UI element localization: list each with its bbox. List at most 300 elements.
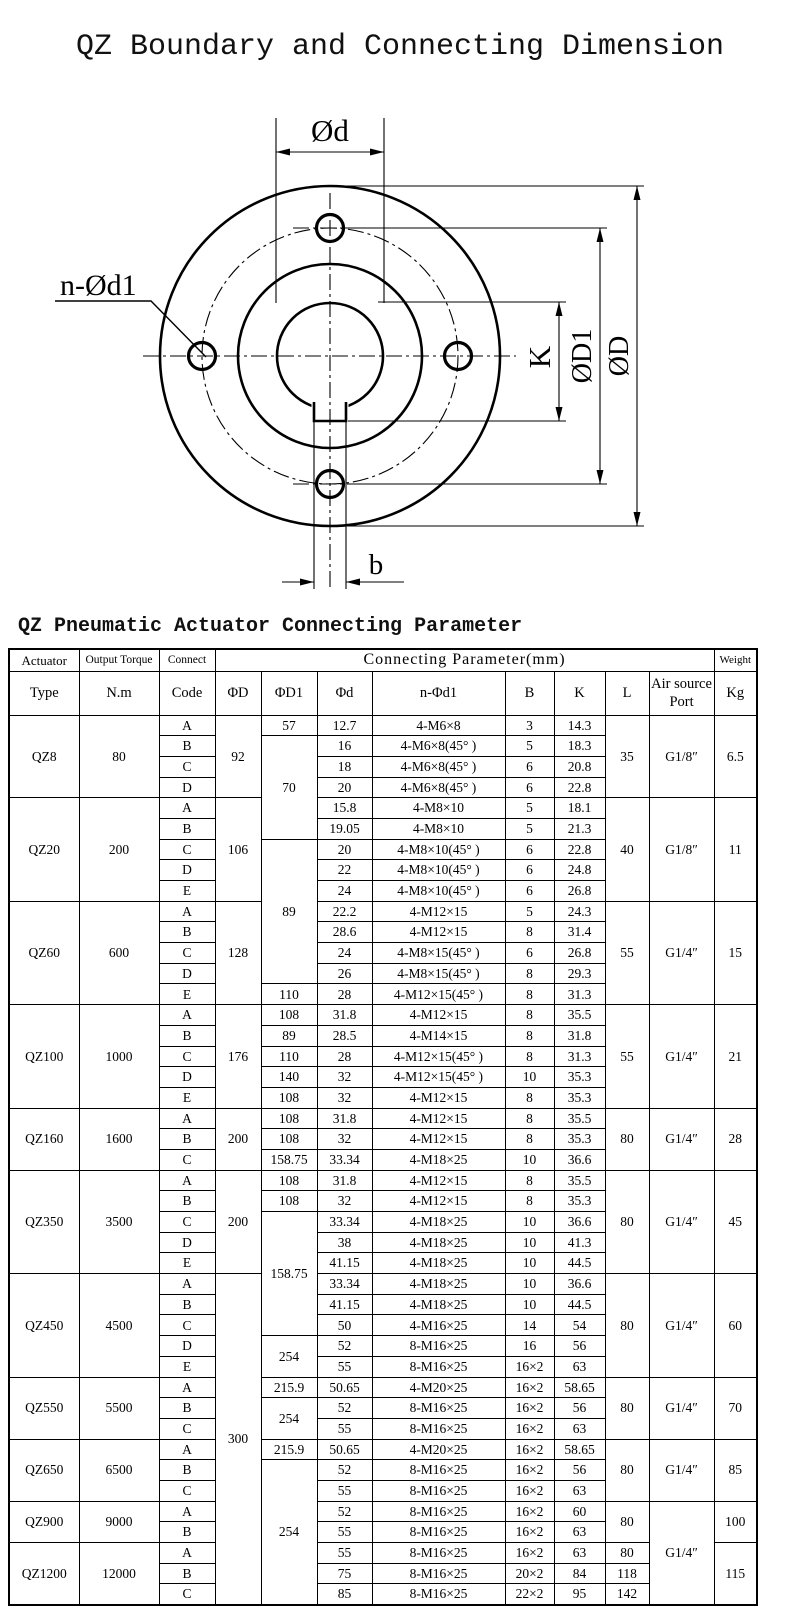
table-cell: 54: [554, 1315, 605, 1336]
table-cell: 108: [261, 1170, 317, 1191]
table-cell: B: [159, 1460, 215, 1481]
table-cell: 10: [505, 1212, 554, 1233]
table-cell: 200: [215, 1108, 261, 1170]
table-cell: 6: [505, 881, 554, 902]
table-row: [9, 1005, 757, 1026]
table-cell: 50.65: [317, 1439, 372, 1460]
table-cell: 55: [317, 1543, 372, 1564]
table-cell: 16×2: [505, 1418, 554, 1439]
table-cell: QZ60: [9, 901, 79, 1004]
table-cell: 200: [215, 1170, 261, 1273]
table-cell: 16×2: [505, 1543, 554, 1564]
table-cell: 55: [605, 1005, 649, 1108]
table-cell: 41.15: [317, 1253, 372, 1274]
table-cell: 6.5: [714, 715, 757, 798]
table-cell: G1/4″: [649, 1005, 714, 1108]
table-cell: D: [159, 860, 215, 881]
table-cell: B: [159, 1025, 215, 1046]
table-cell: A: [159, 1005, 215, 1026]
table-cell: 95: [554, 1584, 605, 1605]
table-cell: 70: [261, 736, 317, 839]
table-cell: B: [159, 1129, 215, 1150]
table-cell: 4-M8×10: [372, 798, 505, 819]
table-cell: 35.5: [554, 1005, 605, 1026]
table-cell: 108: [261, 1191, 317, 1212]
table-cell: 55: [317, 1480, 372, 1501]
header-air-source-port: [649, 671, 714, 715]
table-cell: 80: [605, 1170, 649, 1273]
label-bolt-holes: n-Ød1: [60, 269, 137, 302]
table-cell: E: [159, 881, 215, 902]
table-cell: 4-M6×8(45° ): [372, 736, 505, 757]
table-cell: B: [159, 1522, 215, 1543]
table-cell: A: [159, 1377, 215, 1398]
header-connecting-parameter: Connecting Parameter(mm): [215, 649, 714, 671]
table-cell: QZ450: [9, 1274, 79, 1377]
table-cell: B: [159, 922, 215, 943]
table-row: [9, 1170, 757, 1191]
table-row: [9, 798, 757, 819]
table-cell: 36.6: [554, 1212, 605, 1233]
table-cell: 8-M16×25: [372, 1563, 505, 1584]
table-cell: E: [159, 984, 215, 1005]
table-row: [9, 1501, 757, 1522]
table-cell: 38: [317, 1232, 372, 1253]
table-cell: 4-M8×10(45° ): [372, 881, 505, 902]
table-cell: 4-M12×15(45° ): [372, 1046, 505, 1067]
table-cell: 4-M18×25: [372, 1274, 505, 1295]
table-cell: 6: [505, 943, 554, 964]
table-cell: C: [159, 1212, 215, 1233]
table-cell: 80: [605, 1274, 649, 1377]
table-cell: 52: [317, 1336, 372, 1357]
table-cell: E: [159, 1356, 215, 1377]
table-cell: 4-M12×15(45° ): [372, 984, 505, 1005]
table-cell: 254: [261, 1460, 317, 1605]
table-cell: 5: [505, 798, 554, 819]
table-cell: 28: [317, 1046, 372, 1067]
table-cell: C: [159, 943, 215, 964]
table-cell: 4-M12×15: [372, 922, 505, 943]
table-cell: 60: [714, 1274, 757, 1377]
table-cell: 8-M16×25: [372, 1522, 505, 1543]
table-cell: 31.8: [317, 1108, 372, 1129]
table-cell: 4-M8×10(45° ): [372, 839, 505, 860]
table-cell: 80: [79, 715, 159, 798]
table-cell: B: [159, 1398, 215, 1419]
table-cell: 8-M16×25: [372, 1584, 505, 1605]
table-cell: 33.34: [317, 1149, 372, 1170]
table-cell: 4-M8×10(45° ): [372, 860, 505, 881]
table-row: [9, 1439, 757, 1460]
table-cell: 8-M16×25: [372, 1543, 505, 1564]
table-cell: 31.3: [554, 984, 605, 1005]
table-cell: 4-M18×25: [372, 1232, 505, 1253]
table-cell: 8: [505, 1025, 554, 1046]
table-cell: 8: [505, 1046, 554, 1067]
table-cell: 35.5: [554, 1170, 605, 1191]
table-cell: 5: [505, 736, 554, 757]
table-cell: D: [159, 777, 215, 798]
table-cell: G1/4″: [649, 1377, 714, 1439]
header-l: L: [605, 671, 649, 715]
table-cell: 26.8: [554, 881, 605, 902]
table-cell: QZ650: [9, 1439, 79, 1501]
table-cell: 8: [505, 1005, 554, 1026]
table-cell: 32: [317, 1067, 372, 1088]
table-cell: C: [159, 756, 215, 777]
table-cell: 1000: [79, 1005, 159, 1108]
table-cell: 35.3: [554, 1191, 605, 1212]
table-cell: 24: [317, 943, 372, 964]
table-cell: 8: [505, 963, 554, 984]
table-row: [9, 1543, 757, 1564]
table-cell: G1/8″: [649, 715, 714, 798]
header-code: Code: [159, 671, 215, 715]
table-cell: 4-M18×25: [372, 1253, 505, 1274]
table-cell: 33.34: [317, 1274, 372, 1295]
table-cell: 128: [215, 901, 261, 1004]
table-cell: 108: [261, 1129, 317, 1150]
table-cell: A: [159, 901, 215, 922]
table-cell: G1/4″: [649, 901, 714, 1004]
table-row: [9, 901, 757, 922]
parameters-table: [8, 648, 758, 1606]
table-cell: 14: [505, 1315, 554, 1336]
table-cell: G1/4″: [649, 1274, 714, 1377]
table-cell: 14.3: [554, 715, 605, 736]
table-cell: 31.8: [317, 1170, 372, 1191]
table-cell: 4-M12×15: [372, 901, 505, 922]
table-cell: E: [159, 1087, 215, 1108]
table-cell: A: [159, 1439, 215, 1460]
table-cell: 20×2: [505, 1563, 554, 1584]
table-cell: 31.4: [554, 922, 605, 943]
table-cell: 55: [317, 1356, 372, 1377]
label-outer-diameter: ØD: [604, 335, 635, 377]
table-cell: 28.5: [317, 1025, 372, 1046]
table-cell: 254: [261, 1398, 317, 1439]
table-cell: QZ550: [9, 1377, 79, 1439]
label-key-width: b: [368, 549, 384, 581]
table-cell: 28: [714, 1108, 757, 1170]
table-cell: 36.6: [554, 1149, 605, 1170]
table-cell: 5: [505, 818, 554, 839]
header-phi-d: Φd: [317, 671, 372, 715]
table-cell: 6: [505, 860, 554, 881]
table-cell: 16×2: [505, 1356, 554, 1377]
table-cell: 8-M16×25: [372, 1398, 505, 1419]
label-key: K: [522, 345, 557, 369]
table-cell: 8: [505, 1087, 554, 1108]
table-cell: 6: [505, 839, 554, 860]
table-cell: 4-M12×15: [372, 1191, 505, 1212]
table-cell: A: [159, 1170, 215, 1191]
table-cell: 8: [505, 1129, 554, 1150]
table-cell: QZ160: [9, 1108, 79, 1170]
table-cell: 10: [505, 1149, 554, 1170]
label-bore-diameter: Ød: [311, 113, 349, 148]
table-cell: 63: [554, 1356, 605, 1377]
table-cell: 4-M16×25: [372, 1315, 505, 1336]
table-cell: 600: [79, 901, 159, 1004]
table-cell: 80: [605, 1108, 649, 1170]
table-cell: 20: [317, 777, 372, 798]
table-cell: 108: [261, 1087, 317, 1108]
table-cell: 5: [505, 901, 554, 922]
table-cell: A: [159, 1501, 215, 1522]
table-cell: 92: [215, 715, 261, 798]
table-cell: 52: [317, 1398, 372, 1419]
table-cell: 4-M18×25: [372, 1212, 505, 1233]
header-air-line1: Air source: [651, 675, 712, 692]
table-cell: 18.3: [554, 736, 605, 757]
table-cell: 63: [554, 1543, 605, 1564]
table-cell: 24: [317, 881, 372, 902]
table-cell: 44.5: [554, 1294, 605, 1315]
table-cell: C: [159, 1584, 215, 1605]
header-output-torque: Output Torque: [79, 649, 159, 671]
table-cell: 8: [505, 1108, 554, 1129]
header-type: Type: [9, 671, 79, 715]
header-nm: N.m: [79, 671, 159, 715]
header-actuator: Actuator: [9, 649, 79, 671]
table-cell: 115: [714, 1543, 757, 1605]
table-cell: 28.6: [317, 922, 372, 943]
table-cell: 36.6: [554, 1274, 605, 1295]
table-cell: B: [159, 1191, 215, 1212]
table-cell: A: [159, 798, 215, 819]
table-cell: 63: [554, 1522, 605, 1543]
table-cell: 4-M18×25: [372, 1149, 505, 1170]
table-cell: 16×2: [505, 1480, 554, 1501]
table-cell: 4-M12×15: [372, 1005, 505, 1026]
table-cell: 19.05: [317, 818, 372, 839]
table-cell: 140: [261, 1067, 317, 1088]
table-cell: 80: [605, 1439, 649, 1501]
table-cell: C: [159, 839, 215, 860]
table-cell: 3500: [79, 1170, 159, 1273]
table-cell: 20.8: [554, 756, 605, 777]
table-cell: A: [159, 1108, 215, 1129]
table-cell: 57: [261, 715, 317, 736]
table-cell: 142: [605, 1584, 649, 1605]
table-cell: 106: [215, 798, 261, 901]
table-cell: 18: [317, 756, 372, 777]
table-cell: 22.8: [554, 777, 605, 798]
table-cell: 4-M20×25: [372, 1439, 505, 1460]
table-cell: G1/4″: [649, 1439, 714, 1501]
table-cell: 22.8: [554, 839, 605, 860]
table-cell: 21.3: [554, 818, 605, 839]
table-cell: A: [159, 715, 215, 736]
table-cell: 41.15: [317, 1294, 372, 1315]
table-cell: 26.8: [554, 943, 605, 964]
table-cell: 12000: [79, 1543, 159, 1605]
table-cell: 4-M6×8: [372, 715, 505, 736]
leader-n-od1: [55, 301, 206, 357]
table-cell: 26: [317, 963, 372, 984]
table-cell: 6: [505, 777, 554, 798]
table-cell: 8-M16×25: [372, 1418, 505, 1439]
table-cell: 56: [554, 1460, 605, 1481]
table-cell: 32: [317, 1129, 372, 1150]
table-cell: 75: [317, 1563, 372, 1584]
table-cell: B: [159, 1563, 215, 1584]
table-cell: 15.8: [317, 798, 372, 819]
table-cell: 50: [317, 1315, 372, 1336]
table-cell: C: [159, 1046, 215, 1067]
table-cell: 15: [714, 901, 757, 1004]
table-cell: 21: [714, 1005, 757, 1108]
table-cell: G1/8″: [649, 798, 714, 901]
table-cell: 6500: [79, 1439, 159, 1501]
table-cell: 40: [605, 798, 649, 901]
table-cell: 24.8: [554, 860, 605, 881]
table-cell: 31.8: [554, 1025, 605, 1046]
table-cell: 8-M16×25: [372, 1336, 505, 1357]
table-cell: 85: [714, 1439, 757, 1501]
table-cell: 16×2: [505, 1439, 554, 1460]
table-cell: 8-M16×25: [372, 1480, 505, 1501]
table-cell: C: [159, 1418, 215, 1439]
table-cell: 4-M6×8(45° ): [372, 756, 505, 777]
table-cell: 4-M14×15: [372, 1025, 505, 1046]
table-cell: 8: [505, 1170, 554, 1191]
table-cell: 80: [605, 1501, 649, 1542]
table-cell: 80: [605, 1543, 649, 1564]
table-cell: 85: [317, 1584, 372, 1605]
table-cell: QZ8: [9, 715, 79, 798]
table-cell: 108: [261, 1108, 317, 1129]
table-cell: 10: [505, 1294, 554, 1315]
table-cell: 10: [505, 1067, 554, 1088]
table-cell: 4-M12×15: [372, 1108, 505, 1129]
table-cell: 52: [317, 1460, 372, 1481]
table-cell: 8-M16×25: [372, 1460, 505, 1481]
table-cell: 35.3: [554, 1129, 605, 1150]
table-cell: 4-M8×15(45° ): [372, 943, 505, 964]
table-cell: 4-M8×10: [372, 818, 505, 839]
table-cell: G1/4″: [649, 1108, 714, 1170]
table-cell: 35.5: [554, 1108, 605, 1129]
header-air-line2: Port: [669, 694, 694, 710]
table-cell: 16: [505, 1336, 554, 1357]
table-row: [9, 1377, 757, 1398]
table-cell: 16×2: [505, 1398, 554, 1419]
table-cell: 200: [79, 798, 159, 901]
table-cell: 8: [505, 984, 554, 1005]
table-cell: 8: [505, 922, 554, 943]
centerlines: [143, 193, 516, 588]
table-cell: 118: [605, 1563, 649, 1584]
table-cell: 22: [317, 860, 372, 881]
table-row: [9, 715, 757, 736]
table-cell: 11: [714, 798, 757, 901]
table-cell: A: [159, 1274, 215, 1295]
table-cell: 8: [505, 1191, 554, 1212]
table-cell: 22.2: [317, 901, 372, 922]
flange-drawing: [40, 100, 700, 600]
table-cell: 18.1: [554, 798, 605, 819]
table-cell: QZ1200: [9, 1543, 79, 1605]
table-title: QZ Pneumatic Actuator Connecting Parameter: [18, 614, 523, 638]
header-weight: Weight: [714, 649, 757, 671]
table-cell: 33.34: [317, 1212, 372, 1233]
table-cell: 22×2: [505, 1584, 554, 1605]
table-cell: 80: [605, 1377, 649, 1439]
table-cell: 45: [714, 1170, 757, 1273]
table-cell: 158.75: [261, 1212, 317, 1336]
table-cell: 16: [317, 736, 372, 757]
table-cell: D: [159, 1067, 215, 1088]
table-cell: 176: [215, 1005, 261, 1108]
table-cell: 8-M16×25: [372, 1501, 505, 1522]
table-cell: G1/4″: [649, 1170, 714, 1273]
table-cell: 60: [554, 1501, 605, 1522]
table-cell: 16×2: [505, 1522, 554, 1543]
table-cell: 100: [714, 1501, 757, 1542]
table-cell: 58.65: [554, 1377, 605, 1398]
table-cell: 10: [505, 1274, 554, 1295]
table-cell: C: [159, 1480, 215, 1501]
table-cell: 28: [317, 984, 372, 1005]
table-cell: 70: [714, 1377, 757, 1439]
table-cell: E: [159, 1253, 215, 1274]
table-cell: G1/4″: [649, 1501, 714, 1604]
table-cell: 16×2: [505, 1377, 554, 1398]
table-cell: 31.8: [317, 1005, 372, 1026]
table-cell: 63: [554, 1418, 605, 1439]
table-cell: 55: [317, 1418, 372, 1439]
table-cell: 4-M18×25: [372, 1294, 505, 1315]
table-cell: 32: [317, 1087, 372, 1108]
table-cell: 108: [261, 1005, 317, 1026]
table-cell: 29.3: [554, 963, 605, 984]
table-cell: 6: [505, 756, 554, 777]
table-cell: QZ350: [9, 1170, 79, 1273]
table-cell: 300: [215, 1274, 261, 1605]
table-cell: 4-M12×15: [372, 1087, 505, 1108]
table-cell: C: [159, 1315, 215, 1336]
table-cell: 4-M8×15(45° ): [372, 963, 505, 984]
table-body: [9, 715, 757, 1605]
table-cell: 8-M16×25: [372, 1356, 505, 1377]
table-cell: D: [159, 1336, 215, 1357]
table-cell: 35.3: [554, 1087, 605, 1108]
table-cell: 4500: [79, 1274, 159, 1377]
table-cell: C: [159, 1149, 215, 1170]
table-cell: B: [159, 736, 215, 757]
table-cell: 9000: [79, 1501, 159, 1542]
table-cell: 4-M6×8(45° ): [372, 777, 505, 798]
table-row: [9, 1274, 757, 1295]
table-cell: A: [159, 1543, 215, 1564]
table-cell: QZ100: [9, 1005, 79, 1108]
table-cell: 63: [554, 1480, 605, 1501]
table-cell: 35.3: [554, 1067, 605, 1088]
header-b: B: [505, 671, 554, 715]
table-cell: 55: [317, 1522, 372, 1543]
table-cell: 20: [317, 839, 372, 860]
header-k: K: [554, 671, 605, 715]
table-cell: 5500: [79, 1377, 159, 1439]
table-cell: 50.65: [317, 1377, 372, 1398]
table-cell: 16×2: [505, 1501, 554, 1522]
table-cell: 56: [554, 1398, 605, 1419]
page-title: QZ Boundary and Connecting Dimension: [75, 30, 725, 65]
header-kg: Kg: [714, 671, 757, 715]
